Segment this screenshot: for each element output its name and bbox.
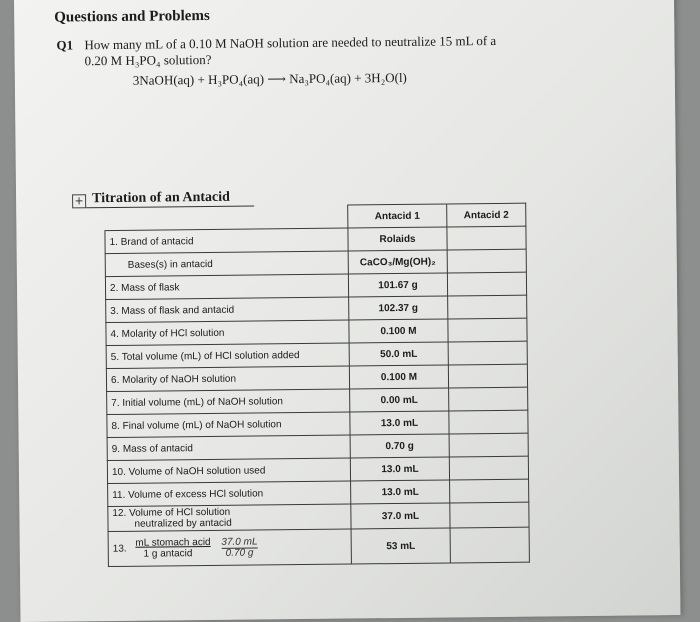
formula-fraction [135, 537, 210, 560]
row-label: 3. Mass of flask and antacid [106, 297, 349, 323]
worksheet-page [14, 0, 680, 622]
row-value: 0.100 M [349, 319, 448, 343]
row-value-2 [449, 456, 528, 480]
row-value-2 [447, 272, 526, 296]
section-title: Questions and Problems [54, 7, 210, 26]
row-label: 8. Final volume (mL) of NaOH solution [107, 412, 350, 438]
row-label: 9. Mass of antacid [107, 435, 350, 461]
titration-table [104, 203, 530, 567]
row-value-2 [447, 249, 526, 273]
row-value-2 [448, 295, 527, 319]
expand-table-icon[interactable]: + [72, 194, 86, 208]
row-value-2 [447, 226, 526, 250]
chemical-equation: 3NaOH(aq) + H₃PO₄(aq) ⟶ Na₃PO₄(aq) + 3H₂O(l) [132, 69, 407, 88]
table-title: Titration of an Antacid [92, 189, 230, 207]
row-value: 0.100 M [349, 365, 448, 389]
row-label: 10. Volume of NaOH solution used [107, 458, 350, 484]
question-text-line1: How many mL of a 0.10 M NaOH solution are needed to neutralize 15 mL of a [84, 32, 497, 53]
handwritten-denominator: 0.70 g [225, 547, 254, 559]
row-label: 1. Brand of antacid [105, 228, 348, 254]
row-value: 0.70 g [350, 434, 449, 458]
handwritten-fraction [221, 537, 257, 558]
row-value: 13.0 mL [350, 457, 449, 481]
row-value: 13.0 mL [351, 480, 450, 504]
row-value-2 [449, 410, 528, 434]
row-label: 5. Total volume (mL) of HCl solution added [106, 343, 349, 369]
row-value-2 [450, 502, 529, 528]
handwritten-numerator: 37.0 mL [221, 535, 258, 548]
row-label: Bases(s) in antacid [105, 251, 348, 277]
row-value-2 [448, 318, 527, 342]
row-label [108, 529, 351, 567]
row-number: 13. [112, 543, 127, 555]
row-label-line2: neutralized by antacid [134, 517, 232, 530]
row-value-2 [449, 433, 528, 457]
row-value: 101.67 g [348, 273, 447, 297]
row-value-2 [449, 387, 528, 411]
row-value-2 [448, 341, 527, 365]
row-value-2 [448, 364, 527, 388]
row-value: 53 mL [351, 528, 450, 564]
row-value-2 [450, 527, 529, 563]
header-antacid-2: Antacid 2 [447, 203, 526, 227]
row-value-2 [450, 479, 529, 503]
question-text-line2: 0.20 M H₃PO₄ solution? [84, 51, 212, 69]
header-antacid-1: Antacid 1 [348, 204, 447, 228]
header-blank-cell [105, 205, 348, 231]
row-label-line1: 12. Volume of HCl solution [112, 506, 231, 519]
row-label: 4. Molarity of HCl solution [106, 320, 349, 346]
fraction-denominator: 1 g antacid [143, 548, 193, 560]
table-row [108, 527, 529, 566]
row-label: 11. Volume of excess HCl solution [108, 481, 351, 507]
row-label [108, 504, 351, 532]
row-value: 50.0 mL [349, 342, 448, 366]
row-label: 2. Mass of flask [105, 274, 348, 300]
question-label: Q1 [56, 37, 74, 53]
row-label: 6. Molarity of NaOH solution [106, 366, 349, 392]
row-value: 102.37 g [349, 296, 448, 320]
row-value: 37.0 mL [351, 503, 450, 529]
row-value: 13.0 mL [350, 411, 449, 435]
row-value: 0.00 mL [350, 388, 449, 412]
row-label: 7. Initial volume (mL) of NaOH solution [107, 389, 350, 415]
row-value: Rolaids [348, 227, 447, 251]
row-value: CaCO₃/Mg(OH)₂ [348, 250, 447, 274]
fraction-numerator: mL stomach acid [135, 536, 211, 549]
